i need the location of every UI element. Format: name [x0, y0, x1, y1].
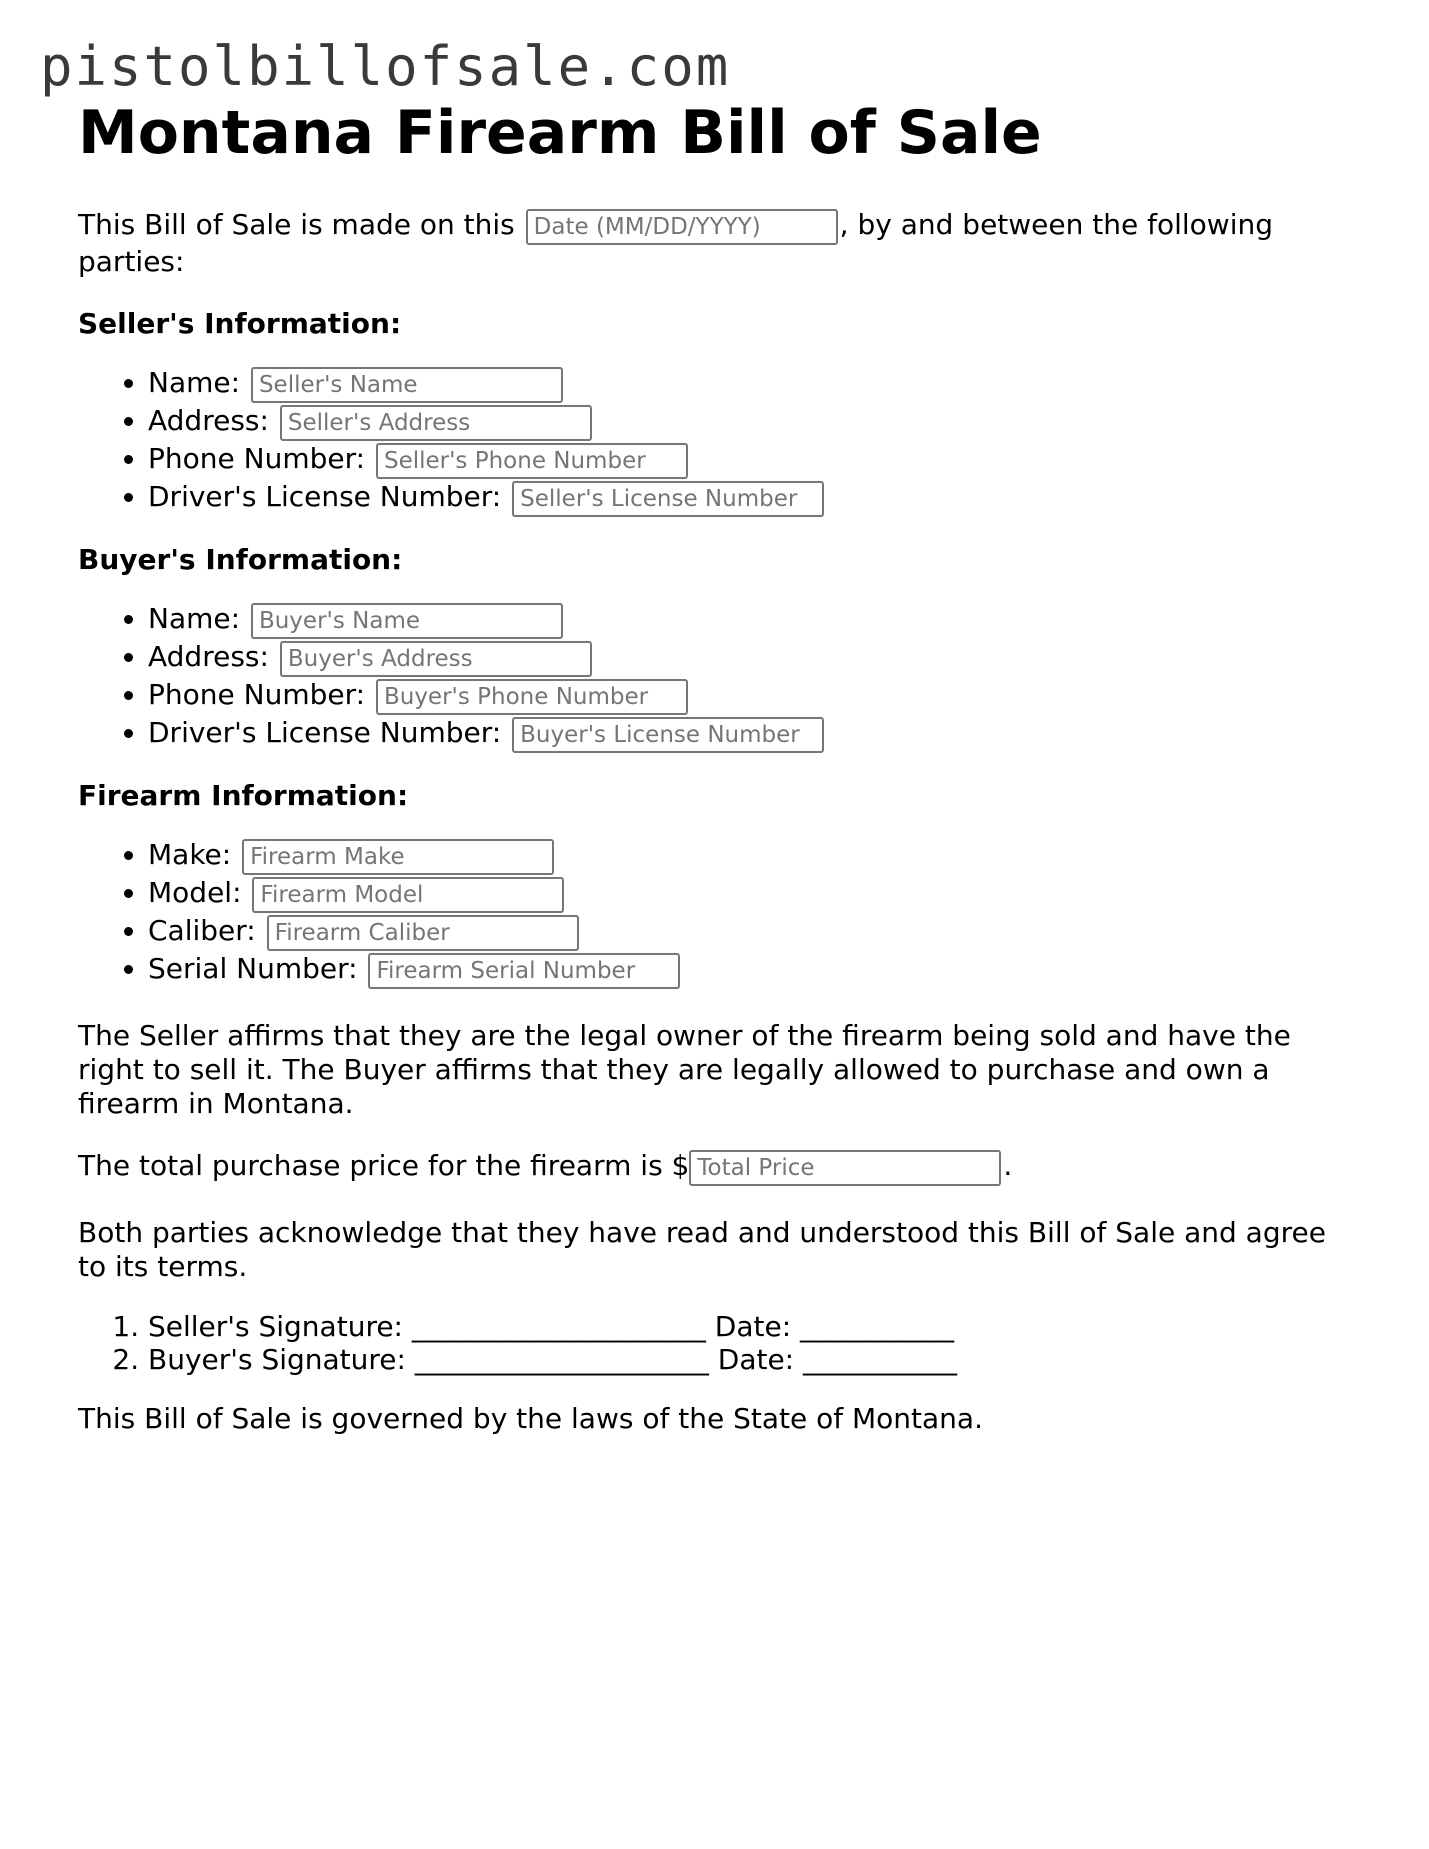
seller-license-item	[148, 479, 1358, 517]
buyer-name-item	[148, 601, 1358, 639]
price-text-before: The total purchase price for the firearm is $	[78, 1149, 690, 1182]
governing-law-paragraph: This Bill of Sale is governed by the laws of the State of Montana.	[78, 1402, 983, 1435]
watermark-text: pistolbillofsale.com	[40, 35, 731, 98]
signature-list	[78, 1310, 1358, 1376]
buyer-license-input[interactable]	[512, 717, 824, 753]
price-paragraph	[78, 1149, 1358, 1186]
acknowledgement-paragraph: Both parties acknowledge that they have read and understood this Bill of Sale and agree to its terms.	[78, 1216, 1326, 1283]
intro-text-before: This Bill of Sale is made on this	[78, 208, 524, 241]
seller-address-item	[148, 403, 1358, 441]
page-title: Montana Firearm Bill of Sale	[78, 98, 1042, 168]
firearm-caliber-input[interactable]	[267, 915, 579, 951]
seller-phone-input[interactable]	[376, 443, 688, 479]
firearm-model-item	[148, 875, 1358, 913]
seller-section-heading: Seller's Information:	[78, 307, 402, 340]
seller-signature-line: 1. Seller's Signature: _____________________ Date: ___________	[148, 1310, 1358, 1343]
buyer-name-label: Name:	[148, 602, 241, 635]
seller-phone-item	[148, 441, 1358, 479]
document-body	[78, 100, 1358, 1436]
seller-address-label: Address:	[148, 404, 269, 437]
firearm-serial-item	[148, 951, 1358, 989]
buyer-license-item	[148, 715, 1358, 753]
buyer-signature-line: 2. Buyer's Signature: _____________________ Date: ___________	[148, 1343, 1358, 1376]
firearm-caliber-item	[148, 913, 1358, 951]
buyer-phone-label: Phone Number:	[148, 678, 366, 711]
seller-license-input[interactable]	[512, 481, 824, 517]
price-text-after: .	[1003, 1149, 1013, 1182]
intro-text-after: , by and between the following parties:	[78, 208, 1274, 278]
buyer-phone-input[interactable]	[376, 679, 688, 715]
firearm-make-input[interactable]	[242, 839, 554, 875]
seller-name-input[interactable]	[251, 367, 563, 403]
seller-field-list	[78, 365, 1358, 517]
firearm-field-list	[78, 837, 1358, 989]
firearm-serial-input[interactable]	[368, 953, 680, 989]
seller-phone-label: Phone Number:	[148, 442, 366, 475]
buyer-section-heading: Buyer's Information:	[78, 543, 403, 576]
seller-address-input[interactable]	[280, 405, 592, 441]
buyer-name-input[interactable]	[251, 603, 563, 639]
seller-name-label: Name:	[148, 366, 241, 399]
intro-paragraph	[78, 208, 1358, 279]
firearm-make-item	[148, 837, 1358, 875]
firearm-caliber-label: Caliber:	[148, 914, 256, 947]
buyer-phone-item	[148, 677, 1358, 715]
seller-name-item	[148, 365, 1358, 403]
firearm-make-label: Make:	[148, 838, 232, 871]
firearm-model-label: Model:	[148, 876, 242, 909]
buyer-field-list	[78, 601, 1358, 753]
buyer-address-item	[148, 639, 1358, 677]
buyer-license-label: Driver's License Number:	[148, 716, 502, 749]
total-price-input[interactable]	[689, 1150, 1001, 1186]
affirmation-paragraph: The Seller affirms that they are the legal owner of the firearm being sold and have the right to sell it. The Buyer affirms that they are legally allowed to purchase and own a firearm in Montana.	[78, 1019, 1291, 1120]
firearm-model-input[interactable]	[252, 877, 564, 913]
buyer-address-input[interactable]	[280, 641, 592, 677]
sale-date-input[interactable]	[526, 209, 838, 245]
firearm-section-heading: Firearm Information:	[78, 779, 409, 812]
buyer-address-label: Address:	[148, 640, 269, 673]
seller-license-label: Driver's License Number:	[148, 480, 502, 513]
firearm-serial-label: Serial Number:	[148, 952, 358, 985]
